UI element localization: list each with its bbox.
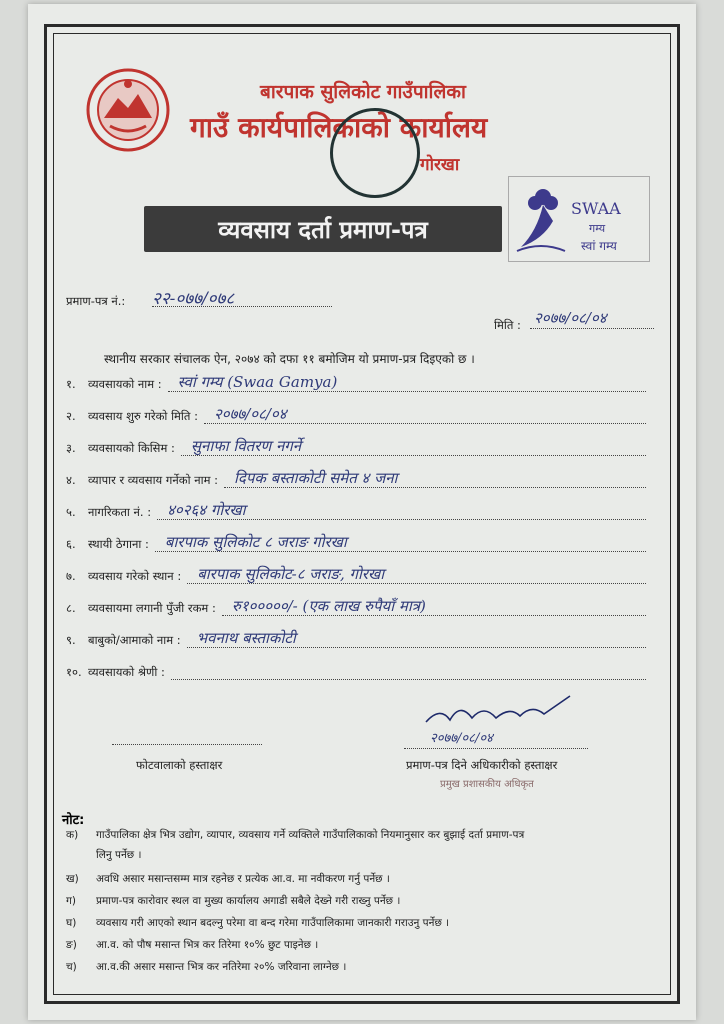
parent-name: भवनाथ बस्ताकोटी bbox=[196, 629, 296, 647]
swaa-logo-box bbox=[508, 176, 650, 262]
notes-title: नोट: bbox=[62, 813, 85, 828]
field-row-4: ४. व्यापार र व्यवसाय गर्नेको नाम : दिपक बस्ताकोटी समेत ४ जना bbox=[66, 468, 646, 488]
district-name: गोरखा bbox=[420, 155, 460, 175]
note-item: क) गाउँपालिका क्षेत्र भित्र उद्योग, व्यापार, व्यवसाय गर्ने व्यक्तिले गाउँपालिकाको नियमानुसार कर बुझाई दर्ता प्रमाण-पत्र bbox=[66, 829, 525, 841]
date-value: २०७७/०८/०४ bbox=[534, 309, 607, 327]
field-row-7: ७. व्यवसाय गरेको स्थान : बारपाक सुलिकोट-८ जराङ, गोरखा bbox=[66, 564, 646, 584]
note-item: ख) अवधि असार मसान्तसम्म मात्र रहनेछ र प्रत्येक आ.व. मा नवीकरण गर्नु पर्नेछ । bbox=[66, 873, 390, 885]
intro-text: स्थानीय सरकार संचालक ऐन, २०७४ को दफा ११ बमोजिम यो प्रमाण-प्रत्र दिइएको छ । bbox=[104, 352, 475, 366]
investment-amount: रु१०००००/- (एक लाख रुपैयाँ मात्र) bbox=[231, 597, 426, 615]
swaa-brand-sub: स्वां गम्य bbox=[581, 239, 617, 253]
swaa-brand-dev: गम्य bbox=[589, 222, 606, 235]
field-row-9: ९. बाबुको/आमाको नाम : भवनाथ बस्ताकोटी bbox=[66, 628, 646, 648]
field-row-6: ६. स्थायी ठेगाना : बारपाक सुलिकोट ८ जराङ गोरखा bbox=[66, 532, 646, 552]
officer-sign-date: २०७७/०८/०४ bbox=[430, 731, 493, 746]
field-row-1: १. व्यवसायको नाम : स्वां गम्य (Swaa Gamya) bbox=[66, 372, 646, 392]
date-label: मिति : bbox=[494, 318, 521, 332]
officer-signature-icon bbox=[420, 692, 590, 732]
flower-logo-icon bbox=[513, 181, 569, 257]
swaa-brand: SWAA bbox=[571, 199, 621, 218]
business-name: स्वां गम्य (Swaa Gamya) bbox=[177, 373, 338, 391]
certificate-title: व्यवसाय दर्ता प्रमाण-पत्र bbox=[144, 206, 502, 252]
note-item: च) आ.व.की असार मसान्त भित्र कर नतिरेमा २०% जरिवाना लाग्नेछ । bbox=[66, 961, 347, 973]
field-row-2: २. व्यवसाय शुरु गरेको मिति : २०७७/०८/०४ bbox=[66, 404, 646, 424]
field-row-3: ३. व्यवसायको किसिम : सुनाफा वितरण नगर्ने bbox=[66, 436, 646, 456]
permanent-address: बारपाक सुलिकोट ८ जराङ गोरखा bbox=[164, 533, 347, 551]
note-item: ङ) आ.व. को पौष मसान्त भित्र कर तिरेमा १०% छुट पाइनेछ । bbox=[66, 939, 319, 951]
business-type: सुनाफा वितरण नगर्ने bbox=[190, 437, 302, 455]
office-name: गाउँ कार्यपालिकाको कार्यालय bbox=[190, 111, 488, 144]
field-row-10: १०. व्यवसायको श्रेणी : bbox=[66, 660, 646, 680]
certificate-no-value: २२-०७७/०७८ bbox=[152, 289, 235, 309]
note-item: घ) व्यवसाय गरी आएको स्थान बदल्नु परेमा वा बन्द गरेमा गाउँपालिकामा जानकारी गराउनु पर्नेछ । bbox=[66, 917, 450, 929]
start-date: २०७७/०८/०४ bbox=[214, 405, 287, 423]
field-row-8: ८. व्यवसायमा लगानी पुँजी रकम : रु१०००००/- (एक लाख रुपैयाँ मात्र) bbox=[66, 596, 646, 616]
certificate-no-label: प्रमाण-पत्र नं.: bbox=[66, 294, 126, 308]
officer-signature-label: प्रमाण-पत्र दिने अधिकारीको हस्ताक्षर bbox=[406, 758, 558, 772]
citizenship-no: ४०२६४ गोरखा bbox=[167, 501, 246, 519]
note-item: लिनु पर्नेछ । bbox=[96, 849, 142, 861]
nepal-emblem-icon bbox=[84, 66, 172, 154]
photo-signature-label: फोटवालाको हस्ताक्षर bbox=[136, 758, 223, 772]
note-item: ग) प्रमाण-पत्र कारोवार स्थल वा मुख्य कार्यालय अगाडी सबैले देख्ने गरी राख्नु पर्नेछ । bbox=[66, 895, 401, 907]
municipality-name: बारपाक सुलिकोट गाउँपालिका bbox=[260, 81, 466, 103]
owner-name: दिपक बस्ताकोटी समेत ४ जना bbox=[233, 469, 398, 487]
officer-stamp: प्रमुख प्रशासकीय अधिकृत bbox=[440, 779, 534, 790]
field-row-5: ५. नागरिकता नं. : ४०२६४ गोरखा bbox=[66, 500, 646, 520]
office-stamp bbox=[330, 108, 420, 198]
business-location: बारपाक सुलिकोट-८ जराङ, गोरखा bbox=[197, 565, 385, 583]
